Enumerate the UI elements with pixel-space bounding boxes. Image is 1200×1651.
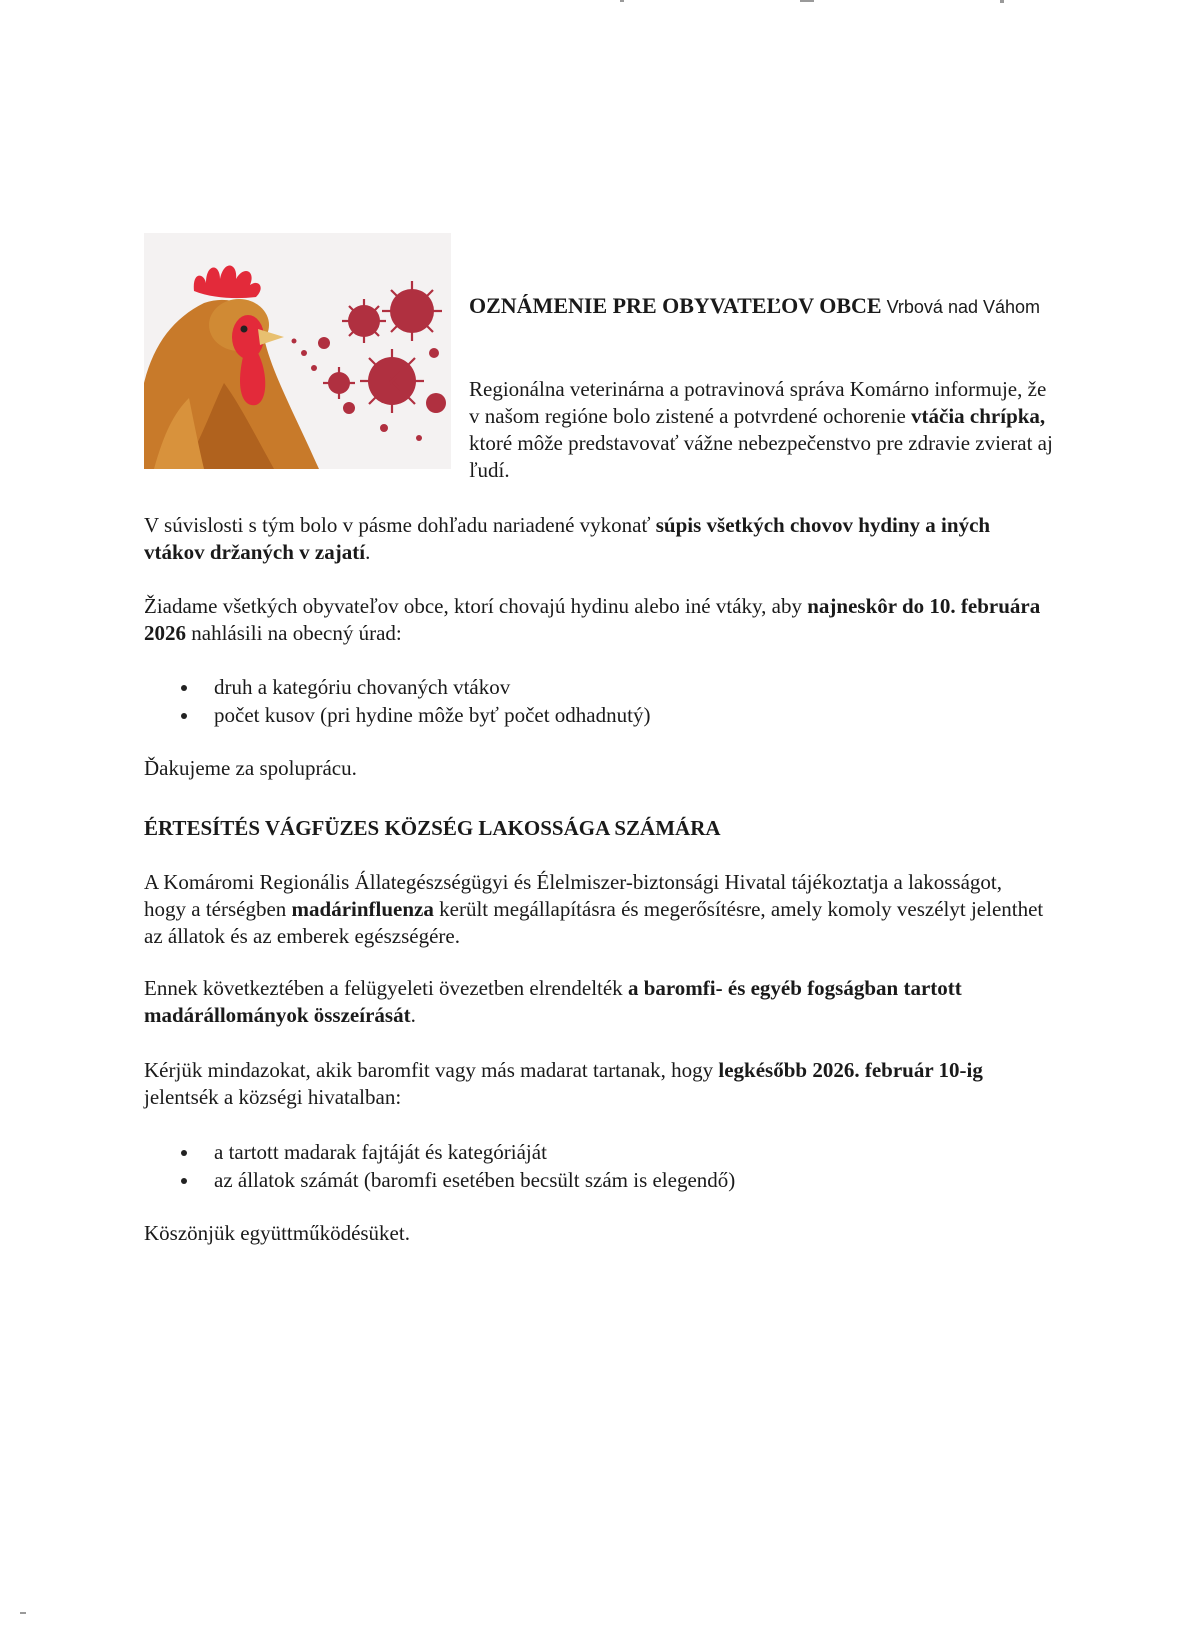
notice-hu-list — [144, 1138, 1044, 1194]
notice-hu-closing: Köszönjük együttműködésüket. — [144, 1221, 410, 1245]
list-item: počet kusov (pri hydine môže byť počet odhadnutý) — [144, 701, 1044, 729]
notice-sk-paragraph-survey: V súvislosti s tým bolo v pásme dohľadu nariadené vykonať súpis všetkých chovov hydiny a iných vtákov držaných v zajatí. — [144, 513, 991, 564]
scan-artifact — [800, 0, 814, 2]
notice-hu-heading: ÉRTESÍTÉS VÁGFÜZES KÖZSÉG LAKOSSÁGA SZÁMÁRA — [144, 816, 721, 840]
notice-sk-paragraph-request: Žiadame všetkých obyvateľov obce, ktorí chovajú hydinu alebo iné vtáky, aby najneskôr do 10. februára 2026 nahlásili na obecný úrad: — [144, 594, 1041, 645]
notice-sk-intro: Regionálna veterinárna a potravinová správa Komárno informuje, že v našom regióne bolo zistené a potvrdené ochorenie vtáčia chrípka, ktoré môže predstavovať vážne nebezpečenstvo pre zdravie zvierat aj ľudí. — [469, 377, 1053, 482]
rooster-virus-illustration-icon — [144, 233, 451, 469]
notice-sk-closing: Ďakujeme za spoluprácu. — [144, 756, 357, 780]
scan-artifact — [20, 1612, 26, 1614]
list-item: druh a kategóriu chovaných vtákov — [144, 673, 1044, 701]
notice-hu-paragraph-request: Kérjük mindazokat, akik baromfit vagy más madarat tartanak, hogy legkésőbb 2026. február 10-ig jelentsék a községi hivatalban: — [144, 1058, 983, 1109]
list-item: az állatok számát (baromfi esetében becsült szám is elegendő) — [144, 1166, 1044, 1194]
scan-artifact — [620, 0, 624, 2]
notice-sk-list — [144, 673, 1044, 729]
list-item: a tartott madarak fajtáját és kategóriáját — [144, 1138, 1044, 1166]
notice-sk-heading: OZNÁMENIE PRE OBYVATEĽOV OBCE Vrbová nad Váhom — [469, 293, 1041, 318]
notice-hu-paragraph-order: Ennek következtében a felügyeleti övezetben elrendelték a baromfi- és egyéb fogságban tartott madárállományok összeírását. — [144, 976, 962, 1027]
scan-artifact — [1000, 0, 1004, 3]
notice-hu-paragraph-intro: A Komáromi Regionális Állategészségügyi és Élelmiszer-biztonsági Hivatal tájékoztatja a lakosságot, hogy a térségben madárinfluenza került megállapításra és megerősítésre, amely komoly veszélyt jelenthet az állatok és az emberek egészségére. — [144, 870, 1044, 948]
